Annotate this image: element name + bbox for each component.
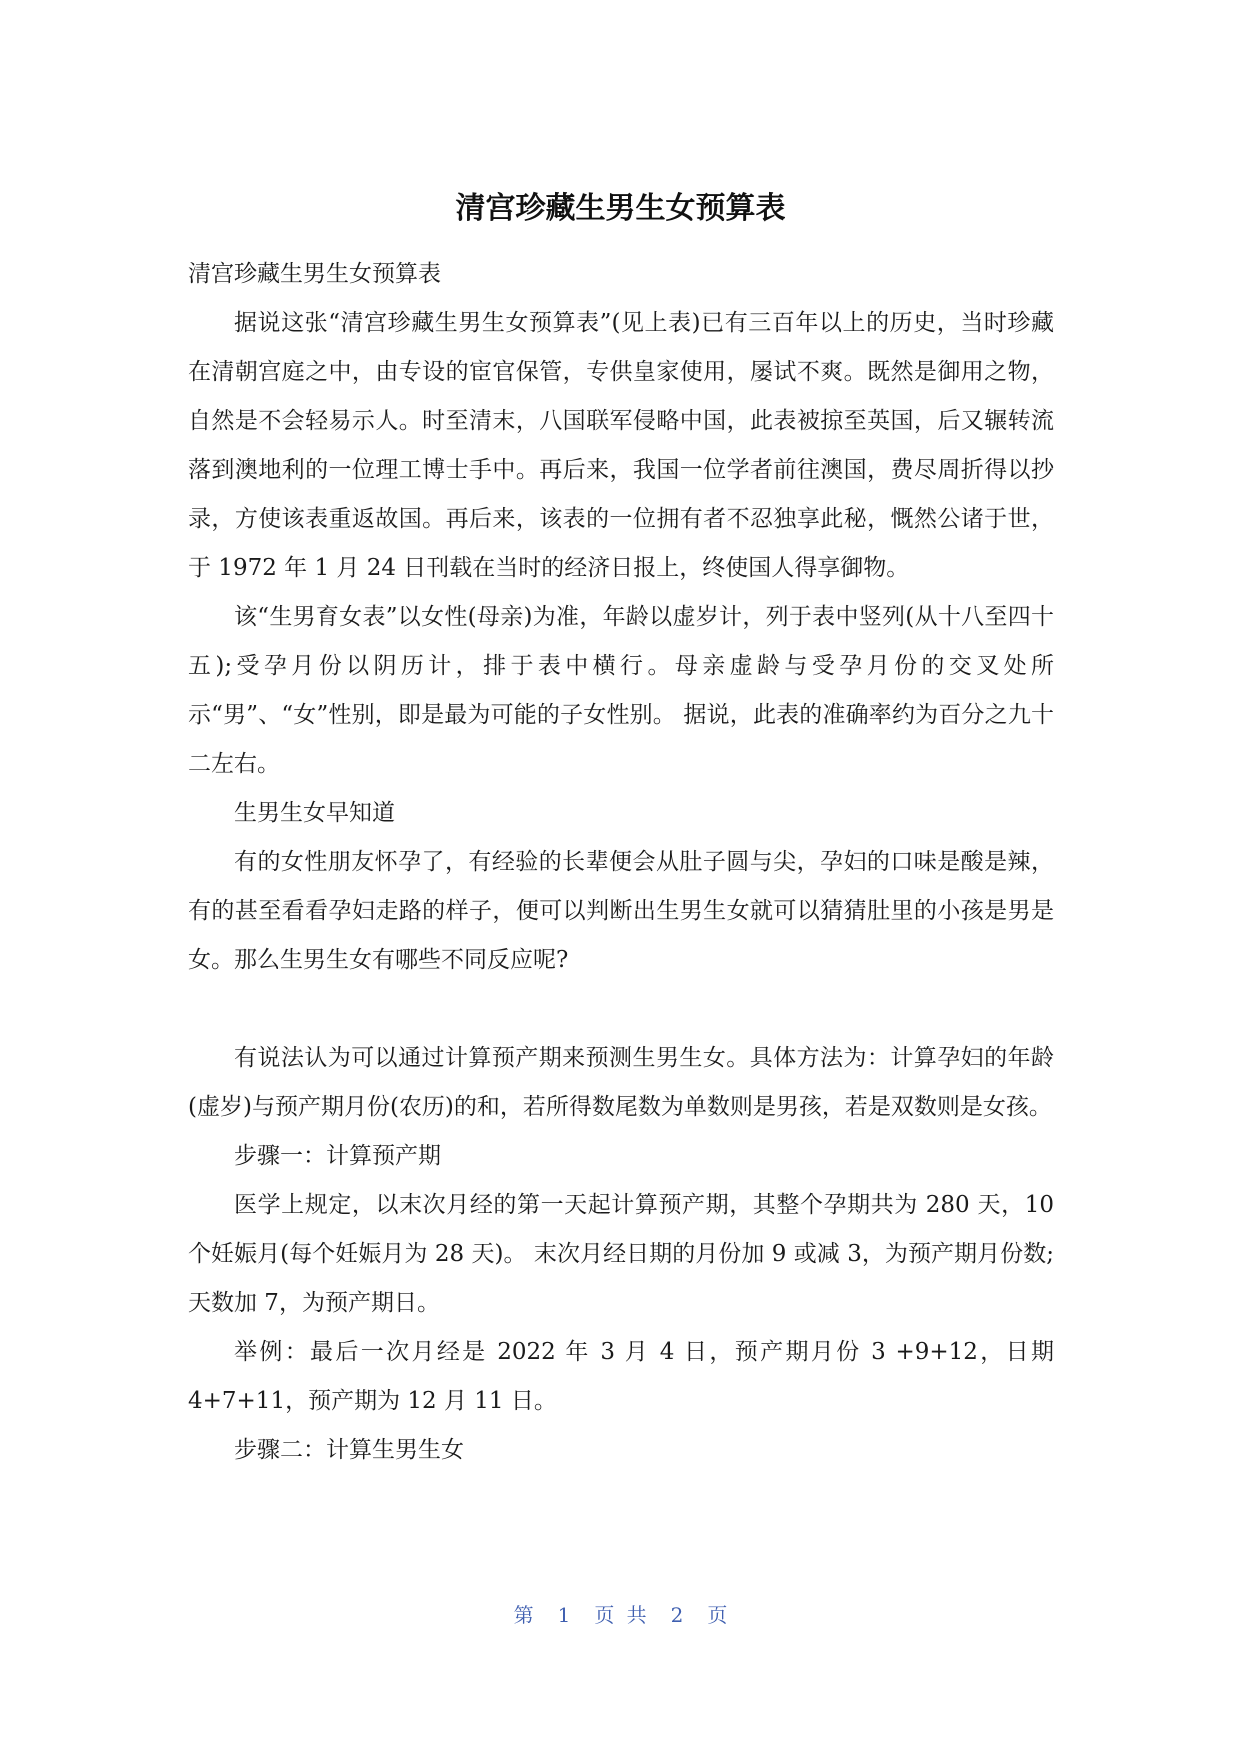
footer-suffix: 页 bbox=[707, 1603, 728, 1627]
history-paragraph: 据说这张“清宫珍藏生男生女预算表”(见上表)已有三百年以上的历史，当时珍藏在清朝宫庭之中，由专设的宦官保管，专供皇家使用，屡试不爽。既然是御用之物，自然是不会轻易示人。时至清末，八国联军侵略中国，此表被掠至英国，后又辗转流落到澳地利的一位理工博士手中。再后来，我国一位学者前往澳国，费尽周折得以抄录，方使该表重返故国。再后来，该表的一位拥有者不忍独享此秘，慨然公诸于世，于 1972 年 1 月 24 日刊载在当时的经济日报上，终使国人得享御物。 bbox=[188, 310, 1054, 581]
section-heading-early-knowledge: 生男生女早知道 bbox=[234, 800, 395, 826]
due-date-rule-paragraph: 医学上规定，以末次月经的第一天起计算预产期，其整个孕期共为 280 天，10 个妊娠月(每个妊娠月为 28 天)。 末次月经日期的月份加 9 或减 3，为预产期月份数;天数加 7，为预产期日。 bbox=[188, 1192, 1054, 1316]
step-one-heading: 步骤一：计算预产期 bbox=[234, 1143, 441, 1169]
footer-total-pages: 2 bbox=[670, 1603, 684, 1627]
folk-signs-paragraph: 有的女性朋友怀孕了，有经验的长辈便会从肚子圆与尖，孕妇的口味是酸是辣，有的甚至看看孕妇走路的样子，便可以判断出生男生女就可以猜猜肚里的小孩是男是女。那么生男生女有哪些不同反应呢? bbox=[188, 849, 1054, 973]
example-paragraph: 举例：最后一次月经是 2022 年 3 月 4 日，预产期月份 3 +9+12，日期 4+7+11，预产期为 12 月 11 日。 bbox=[188, 1339, 1054, 1414]
table-usage-paragraph: 该“生男育女表”以女性(母亲)为准，年龄以虚岁计，列于表中竖列(从十八至四十五);受孕月份以阴历计，排于表中横行。母亲虚龄与受孕月份的交叉处所示“男”、“女”性别，即是最为可能的子女性别。 据说，此表的准确率约为百分之九十二左右。 bbox=[188, 604, 1054, 777]
page-title: 清宫珍藏生男生女预算表 bbox=[455, 191, 786, 226]
document-body bbox=[188, 250, 1054, 1475]
step-two-heading: 步骤二：计算生男生女 bbox=[234, 1437, 464, 1463]
footer-middle: 页 共 bbox=[594, 1603, 647, 1627]
due-date-method-paragraph: 有说法认为可以通过计算预产期来预测生男生女。具体方法为：计算孕妇的年龄(虚岁)与预产期月份(农历)的和，若所得数尾数为单数则是男孩，若是双数则是女孩。 bbox=[188, 1045, 1054, 1120]
footer-prefix: 第 bbox=[513, 1603, 534, 1627]
subtitle-paragraph: 清宫珍藏生男生女预算表 bbox=[188, 261, 441, 287]
paragraph-spacer bbox=[188, 985, 1054, 1034]
footer-current-page: 1 bbox=[557, 1603, 571, 1627]
page-footer bbox=[0, 1600, 1241, 1630]
